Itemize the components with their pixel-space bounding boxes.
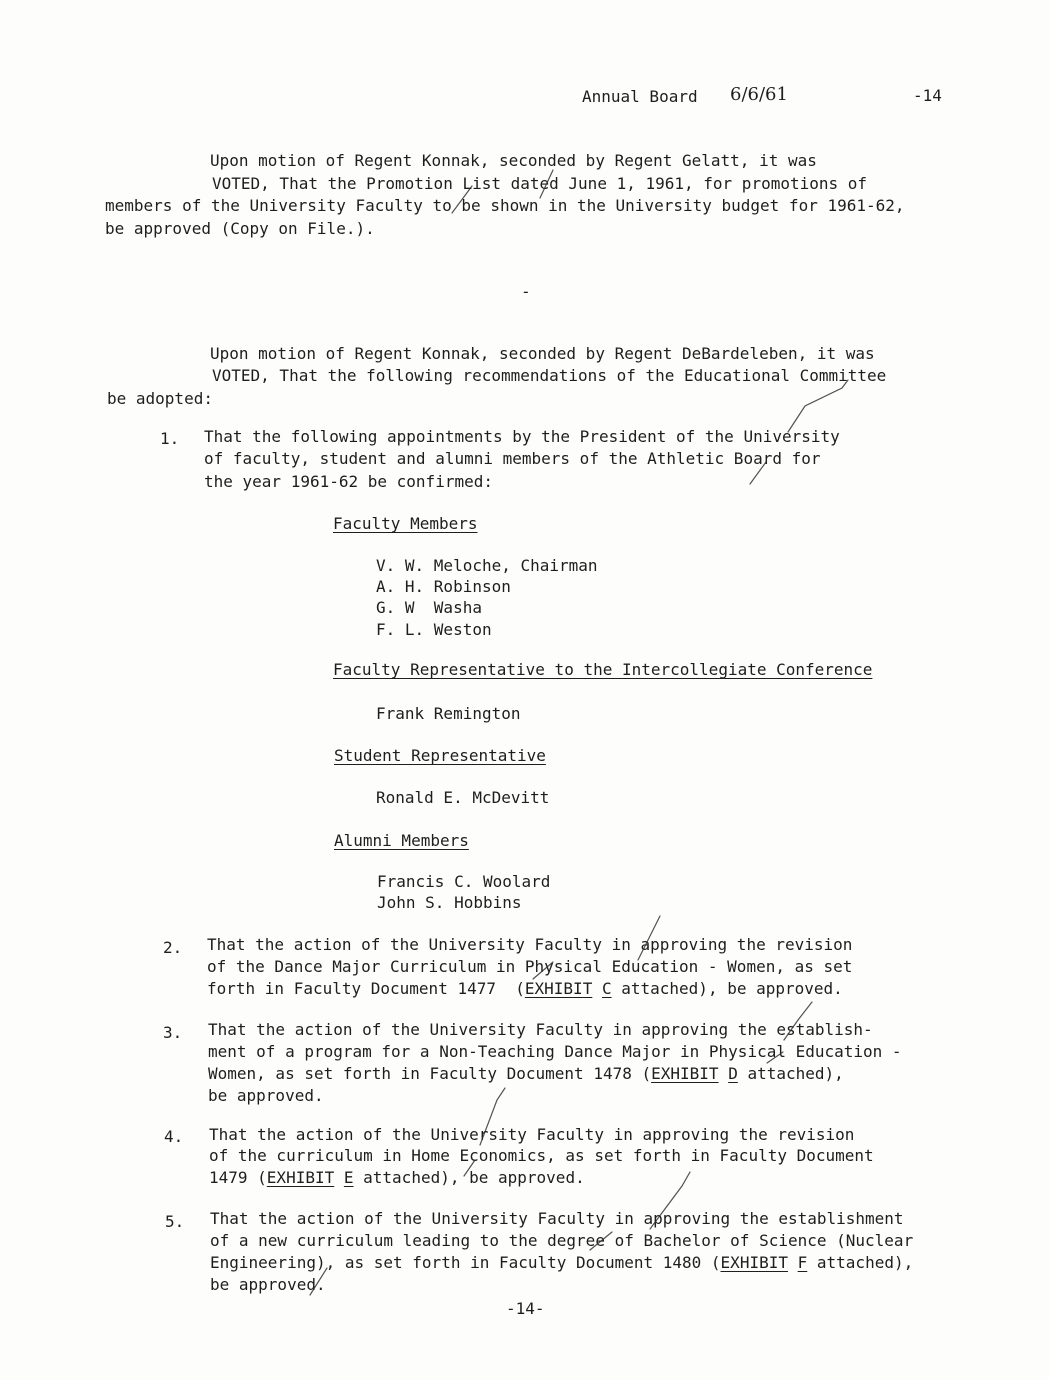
item-line: of the Dance Major Curriculum in Physical Education - Women, as set [207,957,853,976]
item-number: 5. [165,1212,185,1231]
item-line: the year 1961-62 be confirmed: [204,472,493,491]
item-line: That the action of the University Faculty in approving the revision [207,935,853,954]
motion-1-line: members of the University Faculty to be shown in the University budget for 1961-62, [105,196,905,215]
motion-1-line: Upon motion of Regent Konnak, seconded by Regent Gelatt, it was [210,151,817,170]
item-line: Women, as set forth in Faculty Document 1478 (EXHIBIT D attached), [208,1064,844,1083]
member-name: Ronald E. McDevitt [376,788,550,807]
item-line: That the action of the University Faculty in approving the revision [209,1125,855,1144]
item-line: That the action of the University Faculty in approving the establishment [210,1209,904,1228]
separator-mark: - [521,282,531,301]
item-line: Engineering), as set forth in Faculty Document 1480 (EXHIBIT F attached), [210,1253,914,1272]
member-name: John S. Hobbins [377,893,522,912]
item-line: 1479 (EXHIBIT E attached), be approved. [209,1168,585,1187]
exhibit-letter: D [728,1064,738,1083]
section-heading: Alumni Members [334,831,469,850]
header-page-number: -14 [913,86,942,105]
item-line: of a new curriculum leading to the degree of Bachelor of Science (Nuclear [210,1231,914,1250]
section-heading: Faculty Members [333,514,478,533]
motion-1-line: be approved (Copy on File.). [105,219,375,238]
item-line: of faculty, student and alumni members of the Athletic Board for [204,449,821,468]
motion-1-line: VOTED, That the Promotion List dated June 1, 1961, for promotions of [212,174,868,193]
footer-page-number: -14- [506,1299,545,1318]
exhibit-letter: E [343,1168,354,1187]
item-line: forth in Faculty Document 1477 (EXHIBIT C attached), be approved. [207,979,843,998]
member-name: Frank Remington [376,704,521,723]
exhibit-letter: C [601,979,612,998]
item-line: be approved. [210,1275,326,1294]
check-mark [788,380,848,432]
item-line: of the curriculum in Home Economics, as set forth in Faculty Document [209,1146,874,1165]
item-number: 3. [163,1023,183,1042]
member-name: G. W Washa [376,598,482,617]
exhibit-label: EXHIBIT [266,1168,335,1187]
item-number: 2. [163,938,183,957]
member-name: Francis C. Woolard [377,872,551,891]
item-line: That the following appointments by the President of the University [204,427,840,446]
member-name: A. H. Robinson [376,577,511,596]
member-name: F. L. Weston [376,620,492,639]
section-heading: Student Representative [334,746,546,765]
header-date: 6/6/61 [730,84,788,105]
exhibit-label: EXHIBIT [720,1253,788,1272]
motion-2-line: VOTED, That the following recommendations of the Educational Committee [212,366,887,385]
motion-2-line: Upon motion of Regent Konnak, seconded by Regent DeBardeleben, it was [210,344,875,363]
item-number: 1. [160,429,180,448]
motion-2-line: be adopted: [107,389,213,408]
section-heading: Faculty Representative to the Intercollegiate Conference [333,660,873,679]
exhibit-label: EXHIBIT [651,1064,719,1083]
member-name: V. W. Meloche, Chairman [376,556,598,575]
item-line: ment of a program for a Non-Teaching Dance Major in Physical Education - [208,1042,902,1061]
item-number: 4. [164,1127,184,1146]
header-label: Annual Board [582,87,698,106]
item-line: That the action of the University Faculty in approving the establish- [208,1020,873,1039]
item-line: be approved. [208,1086,324,1105]
exhibit-letter: F [797,1253,808,1272]
exhibit-label: EXHIBIT [524,979,593,998]
